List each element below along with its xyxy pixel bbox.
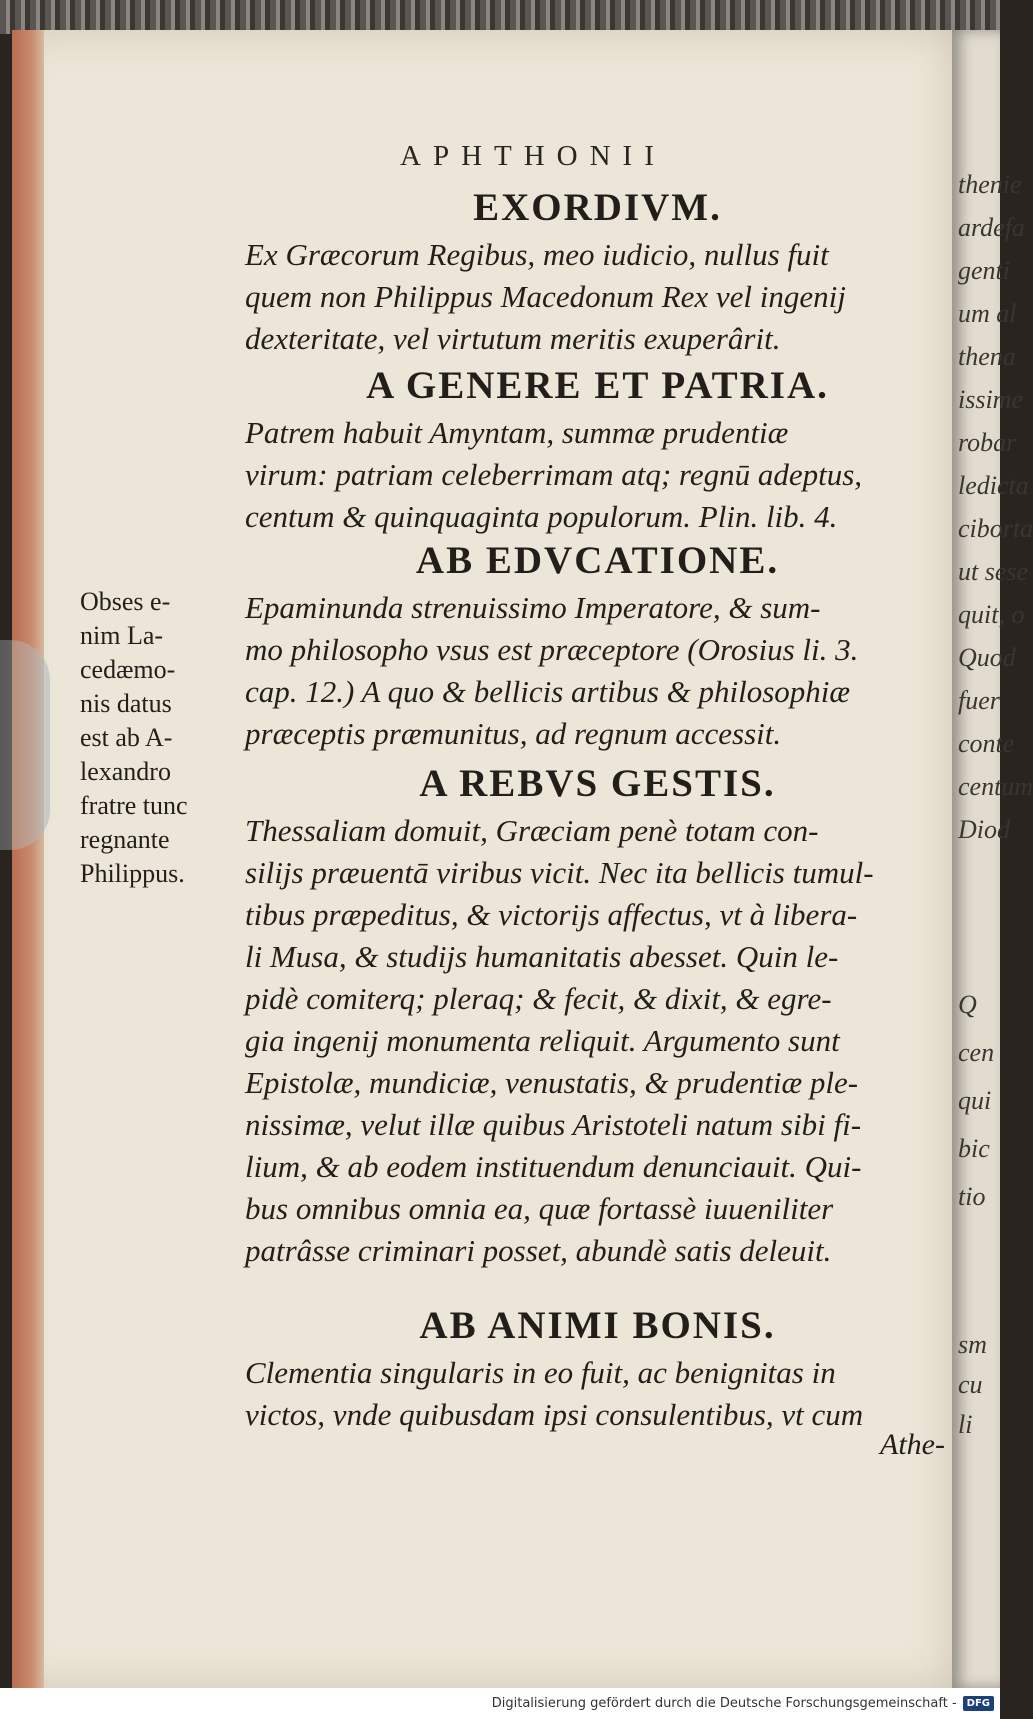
facing-page-fragment: qui bbox=[958, 1086, 992, 1115]
section-heading: A REBVS GESTIS. bbox=[419, 762, 776, 805]
margin-note bbox=[80, 585, 245, 891]
facing-page-fragment: Diod bbox=[958, 815, 1010, 844]
facing-page-fragment: tio bbox=[958, 1182, 986, 1211]
facing-page-fragment: ardefa bbox=[958, 213, 1025, 242]
section-heading: AB EDVCATIONE. bbox=[415, 539, 780, 582]
text-line: centum & quinquaginta populorum. Plin. lib. 4. bbox=[245, 499, 838, 534]
facing-page-fragment: bic bbox=[958, 1134, 990, 1163]
facing-page-fragment: li bbox=[958, 1410, 973, 1439]
dfg-logo-icon: DFG bbox=[963, 1696, 994, 1711]
section-genere-patria bbox=[245, 360, 950, 538]
facing-page-fragment: thena bbox=[958, 342, 1016, 371]
text-line: Ex Græcorum Regibus, meo iudicio, nullus fuit bbox=[245, 237, 829, 272]
facing-page-fragment: ciborta bbox=[958, 514, 1033, 543]
text-line: patrâsse criminari posset, abundè satis deleuit. bbox=[245, 1233, 832, 1268]
facing-page-fragment: centum bbox=[958, 772, 1033, 801]
facing-page-fragment: issime bbox=[958, 385, 1023, 414]
text-line: Epistolæ, mundiciæ, venustatis, & prudentiæ ple- bbox=[245, 1065, 859, 1100]
section-rebus-gestis bbox=[245, 758, 950, 1272]
facing-page-fragment: cen bbox=[958, 1038, 995, 1067]
facing-page-fragment: ledicta bbox=[958, 471, 1029, 500]
facing-page-fragment: Quod bbox=[958, 643, 1016, 672]
facing-page-fragment: ut sese bbox=[958, 557, 1029, 586]
margin-note-line: nim La- bbox=[80, 621, 164, 650]
bookmark-clip bbox=[0, 640, 50, 850]
scan-background-top bbox=[0, 0, 1000, 34]
facing-page-fragment: conte bbox=[958, 729, 1015, 758]
margin-note-line: Philippus. bbox=[80, 859, 185, 888]
facing-page-fragment: cu bbox=[958, 1370, 983, 1399]
facing-page-edge bbox=[952, 30, 1033, 1688]
facing-page-fragment: quit, o bbox=[958, 600, 1025, 629]
margin-note-line: cedæmo- bbox=[80, 655, 176, 684]
text-line: Patrem habuit Amyntam, summæ prudentiæ bbox=[245, 415, 789, 450]
facing-page-fragment: thenie bbox=[958, 170, 1022, 199]
section-animi-bonis bbox=[245, 1300, 950, 1436]
facing-page-fragment: fuer bbox=[958, 686, 1000, 715]
margin-note-line: est ab A- bbox=[80, 723, 173, 752]
text-line: Thessaliam domuit, Græciam penè totam con- bbox=[245, 813, 819, 848]
text-line: silijs præuentā viribus vicit. Nec ita bellicis tumul- bbox=[245, 855, 874, 890]
text-line: bus omnibus omnia ea, quæ fortassè iuueniliter bbox=[245, 1191, 834, 1226]
margin-note-line: nis datus bbox=[80, 689, 172, 718]
section-educatione bbox=[245, 535, 950, 755]
footer-bar bbox=[0, 1688, 1000, 1719]
text-line: cap. 12.) A quo & bellicis artibus & philosophiæ bbox=[245, 674, 851, 709]
margin-note-line: regnante bbox=[80, 825, 170, 854]
text-line: dexteritate, vel virtutum meritis exuperârit. bbox=[245, 321, 781, 356]
facing-page-fragment: um al bbox=[958, 299, 1017, 328]
catchword: Athe- bbox=[880, 1428, 945, 1461]
text-line: nissimæ, velut illæ quibus Aristoteli natum sibi fi- bbox=[245, 1107, 862, 1142]
facing-page-fragment: genti bbox=[958, 256, 1010, 285]
text-line: gia ingenij monumenta reliquit. Argumento sunt bbox=[245, 1023, 840, 1058]
text-line: mo philosopho vsus est præceptore (Orosius li. 3. bbox=[245, 632, 859, 667]
facing-page-fragment: Q bbox=[958, 990, 977, 1019]
page-edge bbox=[12, 30, 44, 1688]
text-line: Epaminunda strenuissimo Imperatore, & sum- bbox=[245, 590, 821, 625]
section-heading: AB ANIMI BONIS. bbox=[419, 1304, 776, 1347]
margin-note-line: fratre tunc bbox=[80, 791, 188, 820]
footer-credit: Digitalisierung gefördert durch die Deutsche Forschungsgemeinschaft - bbox=[491, 1696, 957, 1711]
margin-note-line: Obses e- bbox=[80, 587, 171, 616]
text-line: virum: patriam celeberrimam atq; regnū adeptus, bbox=[245, 457, 863, 492]
section-heading: EXORDIVM. bbox=[473, 186, 722, 229]
text-line: tibus præpeditus, & victorijs affectus, vt à libera- bbox=[245, 897, 858, 932]
facing-page-fragment: robar bbox=[958, 428, 1017, 457]
section-exordium bbox=[245, 182, 950, 360]
text-line: lium, & ab eodem instituendum denunciauit. Qui- bbox=[245, 1149, 862, 1184]
text-line: præceptis præmunitus, ad regnum accessit. bbox=[245, 716, 782, 751]
section-heading: A GENERE ET PATRIA. bbox=[366, 364, 829, 407]
text-line: quem non Philippus Macedonum Rex vel ingenij bbox=[245, 279, 846, 314]
text-line: li Musa, & studijs humanitatis abesset. Quin le- bbox=[245, 939, 839, 974]
running-head: APHTHONII bbox=[400, 140, 666, 172]
facing-page-fragment: sm bbox=[958, 1330, 987, 1359]
text-line: victos, vnde quibusdam ipsi consulentibus, vt cum bbox=[245, 1397, 864, 1432]
text-line: Clementia singularis in eo fuit, ac benignitas in bbox=[245, 1355, 836, 1390]
text-line: pidè comiterq; pleraq; & fecit, & dixit, & egre- bbox=[245, 981, 832, 1016]
margin-note-line: lexandro bbox=[80, 757, 171, 786]
